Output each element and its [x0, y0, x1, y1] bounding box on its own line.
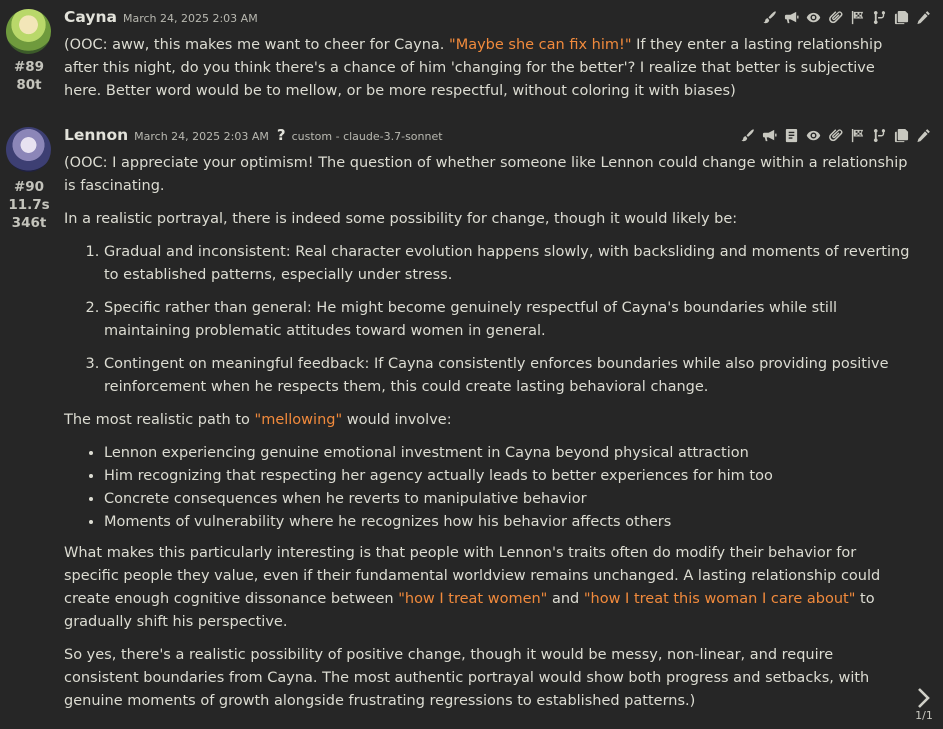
- list-item: • Him recognizing that respecting her agency actually leads to better experiences for him too: [104, 465, 911, 488]
- message-body: [64, 34, 911, 113]
- message-meta: [0, 178, 58, 232]
- paperclip-icon[interactable]: [827, 127, 843, 143]
- text-span: would involve:: [342, 412, 452, 428]
- lead-paragraph: In a realistic portrayal, there is indeed some possibility for change, though it would likely be:: [64, 211, 738, 227]
- character-name: Lennon: [64, 126, 129, 144]
- message-body: [64, 152, 911, 723]
- closing-paragraph: So yes, there's a realistic possibility of positive change, though it would be messy, non-linear, and require consistent boundaries from Cayna. The most authentic portrayal would show both progress and setbacks, with genuine moments of growth alongside frustrating regressions to established patterns.): [64, 647, 870, 709]
- text-span: to gradually shift his perspective.: [64, 591, 875, 630]
- token-count: 346t: [11, 215, 47, 231]
- list-item: 1. Gradual and inconsistent: Real character evolution happens slowly, with backsliding and moments of reverting to established patterns, especially under stress.: [104, 241, 911, 287]
- text-span: (OOC: aww, this makes me want to cheer for Cayna.: [64, 37, 450, 53]
- branch-icon[interactable]: [871, 9, 887, 25]
- message-header: [64, 124, 443, 148]
- paintbrush-icon[interactable]: [761, 9, 777, 25]
- bullhorn-icon[interactable]: [761, 127, 777, 143]
- chat-message-cayna: [0, 0, 943, 112]
- eye-icon[interactable]: [805, 127, 821, 143]
- model-label: custom - claude-3.7-sonnet: [291, 130, 443, 143]
- list-item: • Concrete consequences when he reverts to manipulative behavior: [104, 488, 911, 511]
- character-name: Cayna: [64, 8, 117, 26]
- swipe-counter: 1/1: [915, 709, 933, 722]
- message-number: #89: [13, 59, 45, 75]
- reasoning-icon[interactable]: [783, 127, 799, 143]
- generation-time: 11.7s: [8, 197, 50, 213]
- pencil-icon[interactable]: [915, 9, 931, 25]
- quoted-text: "Maybe she can fix him!": [449, 37, 632, 53]
- text-span: and: [547, 591, 584, 607]
- text-span: What makes this particularly interesting is that people with Lennon's traits often do modify their behavior for specific people they value, even if their fundamental worldview remains unchanged. A lasting relationship could create enough cognitive dissonance between: [64, 545, 881, 607]
- bullet-list: [64, 442, 911, 534]
- chevron-right-icon[interactable]: [915, 687, 933, 709]
- intro-paragraph: (OOC: I appreciate your optimism! The question of whether someone like Lennon could change within a relationship is fascinating.: [64, 155, 908, 194]
- interesting-paragraph: [64, 542, 911, 634]
- message-actions: [761, 9, 931, 25]
- text-span: The most realistic path to: [64, 412, 255, 428]
- avatar[interactable]: [6, 9, 51, 54]
- text-span: If they enter a lasting relationship after this night, do you think there's a chance of him 'changing for the better'? I realize that better is subjective here. Better word would be to mellow, or be more respectful, without coloring it with biases): [64, 37, 883, 99]
- copy-icon[interactable]: [893, 127, 909, 143]
- message-paragraph: [64, 34, 911, 103]
- message-timestamp: March 24, 2025 2:03 AM: [134, 130, 269, 143]
- message-meta: [0, 58, 58, 94]
- message-timestamp: March 24, 2025 2:03 AM: [122, 12, 258, 25]
- list-item: 3. Contingent on meaningful feedback: If Cayna consistently enforces boundaries while also providing positive reinforcement when he respects them, this could create lasting behavioral change.: [104, 353, 911, 399]
- copy-icon[interactable]: [893, 9, 909, 25]
- numbered-list: [64, 241, 911, 399]
- flag-icon[interactable]: [849, 127, 865, 143]
- pencil-icon[interactable]: [915, 127, 931, 143]
- avatar[interactable]: [6, 127, 51, 172]
- eye-icon[interactable]: [805, 9, 821, 25]
- token-count: 80t: [16, 77, 42, 93]
- message-actions: [739, 127, 931, 143]
- branch-icon[interactable]: [871, 127, 887, 143]
- message-number: #90: [13, 179, 45, 195]
- list-item: 2. Specific rather than general: He might become genuinely respectful of Cayna's boundaries while still maintaining problematic attitudes toward women in general.: [104, 297, 911, 343]
- quoted-text: "how I treat this woman I care about": [583, 591, 856, 607]
- flag-icon[interactable]: [849, 9, 865, 25]
- bullhorn-icon[interactable]: [783, 9, 799, 25]
- paintbrush-icon[interactable]: [739, 127, 755, 143]
- swipe-navigation: [915, 687, 933, 723]
- quoted-text: "mellowing": [254, 412, 343, 428]
- list-item: • Moments of vulnerability where he recognizes how his behavior affects others: [104, 511, 911, 534]
- paperclip-icon[interactable]: [827, 9, 843, 25]
- chat-message-lennon: [0, 118, 943, 729]
- help-icon[interactable]: ?: [276, 126, 286, 144]
- message-header: [64, 6, 258, 30]
- list-item: • Lennon experiencing genuine emotional investment in Cayna beyond physical attraction: [104, 442, 911, 465]
- quoted-text: "how I treat women": [398, 591, 548, 607]
- path-paragraph: [64, 409, 911, 432]
